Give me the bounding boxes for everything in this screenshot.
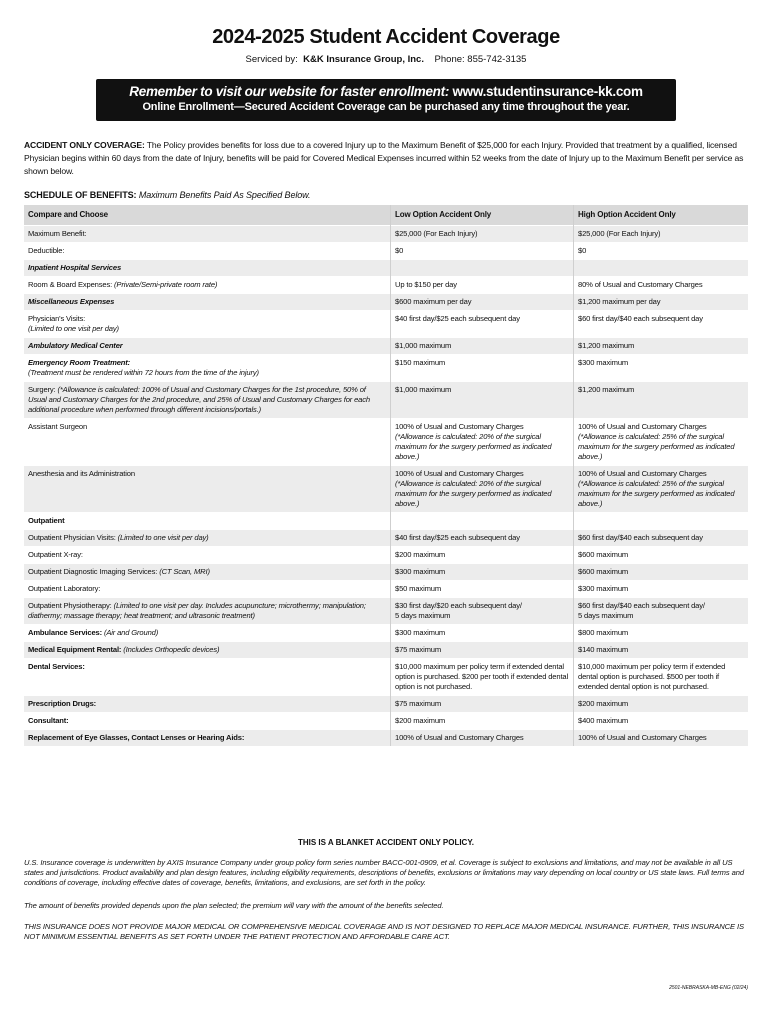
blanket-policy-notice: THIS IS A BLANKET ACCIDENT ONLY POLICY. bbox=[297, 838, 474, 847]
low-value: $75 maximum bbox=[391, 696, 574, 713]
row-label-note: (Limited to one visit per day) bbox=[117, 533, 209, 542]
empty-cell bbox=[391, 260, 574, 277]
enrollment-banner bbox=[96, 79, 676, 121]
low-value-main: 100% of Usual and Customary Charges bbox=[395, 469, 524, 478]
low-value-main: $30 first day/$20 each subsequent day/ bbox=[395, 601, 522, 610]
row-label bbox=[24, 642, 391, 659]
high-value: 100% of Usual and Customary Charges bbox=[574, 730, 749, 747]
section-row-inpatient bbox=[24, 260, 748, 277]
low-value: $1,000 maximum bbox=[391, 338, 574, 355]
high-value: $300 maximum bbox=[574, 355, 749, 382]
row-label bbox=[24, 564, 391, 581]
company-name: K&K Insurance Group, Inc. bbox=[303, 54, 424, 65]
row-label bbox=[24, 277, 391, 294]
row-label-note: (Air and Ground) bbox=[103, 628, 159, 637]
high-value: $60 first day/$40 each subsequent day bbox=[574, 311, 749, 338]
row-label-note: (Limited to one visit per day) bbox=[28, 324, 119, 333]
high-value bbox=[574, 466, 749, 513]
phone-number: Phone: 855-742-3135 bbox=[434, 54, 527, 65]
table-header-row bbox=[24, 205, 748, 226]
low-value: $50 maximum bbox=[391, 581, 574, 598]
accident-only-text: The Policy provides benefits for loss due to a covered Injury up to the Maximum Benefit of $25,000 for each Injury. Provided that treatment by a qualified, licensed Physician begins within 60 days from the date of Injury, benefits will be paid for Covered Medical Expenses incurred within 52 weeks from the date of Injury up to the Maximum Benefit per service as shown below. bbox=[24, 140, 744, 176]
low-value: $300 maximum bbox=[391, 625, 574, 642]
high-value: $1,200 maximum per day bbox=[574, 294, 749, 311]
high-value: $140 maximum bbox=[574, 642, 749, 659]
low-value: $40 first day/$25 each subsequent day bbox=[391, 530, 574, 547]
underwriting-disclaimer: U.S. Insurance coverage is underwritten by AXIS Insurance Company under group policy form series number BACC-001-0909, et al. Coverage is subject to exclusions and limitations, and may not be available in all US states and jurisdictions. Product availability and plan design features, including eligibility requirements, descriptions of benefits, exclusions or limitations may vary depending on local country or US state laws. Full terms and conditions of coverage, including effective dates of coverage, benefits, limitations, and exclusions, are set forth in the policy. bbox=[24, 858, 744, 887]
empty-cell bbox=[574, 513, 749, 530]
high-value: $400 maximum bbox=[574, 713, 749, 730]
table-row bbox=[24, 598, 748, 625]
low-value: $1,000 maximum bbox=[391, 382, 574, 419]
high-value: $1,200 maximum bbox=[574, 382, 749, 419]
table-row bbox=[24, 338, 748, 355]
low-value: 100% of Usual and Customary Charges bbox=[391, 730, 574, 747]
table-row bbox=[24, 466, 748, 513]
row-label-main: Outpatient Physiotherapy: bbox=[28, 601, 112, 610]
premium-disclaimer: The amount of benefits provided depends upon the plan selected; the premium will vary with the amount of the benefits selected. bbox=[24, 901, 444, 910]
low-value: $10,000 maximum per policy term if extended dental option is purchased. $200 per tooth if extended dental option is not purchased. bbox=[391, 659, 574, 696]
row-label: Anesthesia and its Administration bbox=[24, 466, 391, 513]
header-low-option: Low Option Accident Only bbox=[391, 205, 574, 226]
banner-prefix: Remember to visit our website for faster enrollment: bbox=[129, 84, 450, 99]
row-label-note: (Limited to one visit per day. Includes acupuncture; microthermy; manipulation; diathermy; massage therapy; heat treatment; and ultrasonic treatment) bbox=[28, 601, 366, 620]
table-row bbox=[24, 311, 748, 338]
row-label bbox=[24, 530, 391, 547]
high-value: $300 maximum bbox=[574, 581, 749, 598]
table-row bbox=[24, 564, 748, 581]
high-value: $800 maximum bbox=[574, 625, 749, 642]
schedule-text: Maximum Benefits Paid As Specified Below. bbox=[138, 190, 311, 200]
table-row bbox=[24, 659, 748, 696]
form-code: 2501-NEBRASKA-MB-ENG (02/24) bbox=[669, 985, 748, 991]
row-label-note: (CT Scan, MRI) bbox=[159, 567, 210, 576]
row-label bbox=[24, 625, 391, 642]
page-title: 2024-2025 Student Accident Coverage bbox=[212, 26, 560, 48]
high-value-note: (*Allowance is calculated: 25% of the surgical maximum for the surgery performed as indicated above.) bbox=[578, 432, 735, 461]
row-label: Outpatient Laboratory: bbox=[24, 581, 391, 598]
empty-cell bbox=[391, 513, 574, 530]
row-label-main: Medical Equipment Rental: bbox=[28, 645, 122, 654]
section-row-outpatient bbox=[24, 513, 748, 530]
row-label: Replacement of Eye Glasses, Contact Lenses or Hearing Aids: bbox=[24, 730, 391, 747]
row-label: Maximum Benefit: bbox=[24, 226, 391, 243]
high-value: $600 maximum bbox=[574, 564, 749, 581]
high-value: $25,000 (For Each Injury) bbox=[574, 226, 749, 243]
high-value-main: 100% of Usual and Customary Charges bbox=[578, 469, 707, 478]
low-value: $300 maximum bbox=[391, 564, 574, 581]
row-label bbox=[24, 355, 391, 382]
low-value: Up to $150 per day bbox=[391, 277, 574, 294]
row-label-note: (Treatment must be rendered within 72 hours from the time of the injury) bbox=[28, 368, 259, 377]
table-row bbox=[24, 625, 748, 642]
row-label: Miscellaneous Expenses bbox=[24, 294, 391, 311]
low-value bbox=[391, 466, 574, 513]
banner-line-1 bbox=[96, 84, 676, 99]
low-value: $25,000 (For Each Injury) bbox=[391, 226, 574, 243]
low-value: $600 maximum per day bbox=[391, 294, 574, 311]
high-value: 80% of Usual and Customary Charges bbox=[574, 277, 749, 294]
low-value-limit: 5 days maximum bbox=[395, 611, 451, 620]
website-link[interactable]: www.studentinsurance-kk.com bbox=[452, 84, 643, 99]
low-value bbox=[391, 419, 574, 466]
row-label bbox=[24, 598, 391, 625]
low-value: $200 maximum bbox=[391, 713, 574, 730]
high-value: $600 maximum bbox=[574, 547, 749, 564]
table-row bbox=[24, 226, 748, 243]
table-row bbox=[24, 642, 748, 659]
empty-cell bbox=[574, 260, 749, 277]
high-value-limit: 5 days maximum bbox=[578, 611, 634, 620]
header-high-option: High Option Accident Only bbox=[574, 205, 749, 226]
high-value-main: $60 first day/$40 each subsequent day/ bbox=[578, 601, 705, 610]
table-row bbox=[24, 581, 748, 598]
high-value-main: 100% of Usual and Customary Charges bbox=[578, 422, 707, 431]
servicer-line bbox=[24, 54, 748, 65]
section-label: Inpatient Hospital Services bbox=[24, 260, 391, 277]
low-value: $75 maximum bbox=[391, 642, 574, 659]
accident-only-label: ACCIDENT ONLY COVERAGE: bbox=[24, 140, 145, 150]
section-label: Outpatient bbox=[24, 513, 391, 530]
accident-only-coverage bbox=[24, 139, 748, 178]
row-label bbox=[24, 311, 391, 338]
table-row bbox=[24, 713, 748, 730]
low-value-note: (*Allowance is calculated: 20% of the surgical maximum for the surgery performed as indicated above.) bbox=[395, 432, 552, 461]
high-value: $1,200 maximum bbox=[574, 338, 749, 355]
benefits-table bbox=[24, 204, 748, 746]
table-row bbox=[24, 696, 748, 713]
row-label: Deductible: bbox=[24, 243, 391, 260]
banner-line-2: Online Enrollment—Secured Accident Coverage can be purchased any time throughout the year. bbox=[142, 101, 630, 113]
row-label: Consultant: bbox=[24, 713, 391, 730]
row-label: Prescription Drugs: bbox=[24, 696, 391, 713]
serviced-label: Serviced by: bbox=[245, 54, 298, 65]
table-row bbox=[24, 530, 748, 547]
row-label bbox=[24, 382, 391, 419]
high-value: $60 first day/$40 each subsequent day bbox=[574, 530, 749, 547]
low-value-main: 100% of Usual and Customary Charges bbox=[395, 422, 524, 431]
table-row bbox=[24, 277, 748, 294]
low-value: $200 maximum bbox=[391, 547, 574, 564]
table-row bbox=[24, 355, 748, 382]
row-label-main: Emergency Room Treatment: bbox=[28, 358, 131, 367]
row-label-main: Surgery: bbox=[28, 385, 56, 394]
table-row bbox=[24, 243, 748, 260]
low-value-note: (*Allowance is calculated: 20% of the surgical maximum for the surgery performed as indicated above.) bbox=[395, 479, 552, 508]
row-label: Outpatient X-ray: bbox=[24, 547, 391, 564]
low-value: $0 bbox=[391, 243, 574, 260]
row-label-note: (*Allowance is calculated: 100% of Usual and Customary Charges for the 1st procedure, 50% of Usual and Customary Charges for the 2nd procedure, and 25% of Usual and Customary Charges for each additional procedure when performed through different incisions/portals.) bbox=[28, 385, 370, 414]
high-value bbox=[574, 419, 749, 466]
table-row bbox=[24, 419, 748, 466]
row-label: Assistant Surgeon bbox=[24, 419, 391, 466]
high-value: $0 bbox=[574, 243, 749, 260]
low-value: $150 maximum bbox=[391, 355, 574, 382]
high-value: $10,000 maximum per policy term if extended dental option is purchased. $500 per tooth if extended dental option is not purchased. bbox=[574, 659, 749, 696]
schedule-label: SCHEDULE OF BENEFITS: bbox=[24, 190, 137, 200]
low-value bbox=[391, 598, 574, 625]
table-row bbox=[24, 547, 748, 564]
row-label-main: Room & Board Expenses: bbox=[28, 280, 113, 289]
row-label: Ambulatory Medical Center bbox=[24, 338, 391, 355]
row-label-main: Outpatient Diagnostic Imaging Services: bbox=[28, 567, 158, 576]
row-label-main: Outpatient Physician Visits: bbox=[28, 533, 116, 542]
schedule-of-benefits bbox=[24, 190, 310, 200]
high-value-note: (*Allowance is calculated: 25% of the surgical maximum for the surgery performed as indicated above.) bbox=[578, 479, 735, 508]
high-value: $200 maximum bbox=[574, 696, 749, 713]
table-row bbox=[24, 730, 748, 747]
table-row bbox=[24, 382, 748, 419]
row-label-main: Ambulance Services: bbox=[28, 628, 102, 637]
row-label-main: Physician's Visits: bbox=[28, 314, 86, 323]
row-label-note: (Private/Semi-private room rate) bbox=[114, 280, 218, 289]
table-row bbox=[24, 294, 748, 311]
row-label: Dental Services: bbox=[24, 659, 391, 696]
header-compare: Compare and Choose bbox=[24, 205, 391, 226]
high-value bbox=[574, 598, 749, 625]
row-label-note: (Includes Orthopedic devices) bbox=[123, 645, 220, 654]
coverage-disclaimer: THIS INSURANCE DOES NOT PROVIDE MAJOR MEDICAL OR COMPREHENSIVE MEDICAL COVERAGE AND IS NOT DESIGNED TO REPLACE MAJOR MEDICAL INSURANCE. FURTHER, THIS INSURANCE IS NOT MINIMUM ESSENTIAL BENEFITS AS SET FORTH UNDER THE PATIENT PROTECTION AND AFFORDABLE CARE ACT. bbox=[24, 922, 744, 941]
low-value: $40 first day/$25 each subsequent day bbox=[391, 311, 574, 338]
